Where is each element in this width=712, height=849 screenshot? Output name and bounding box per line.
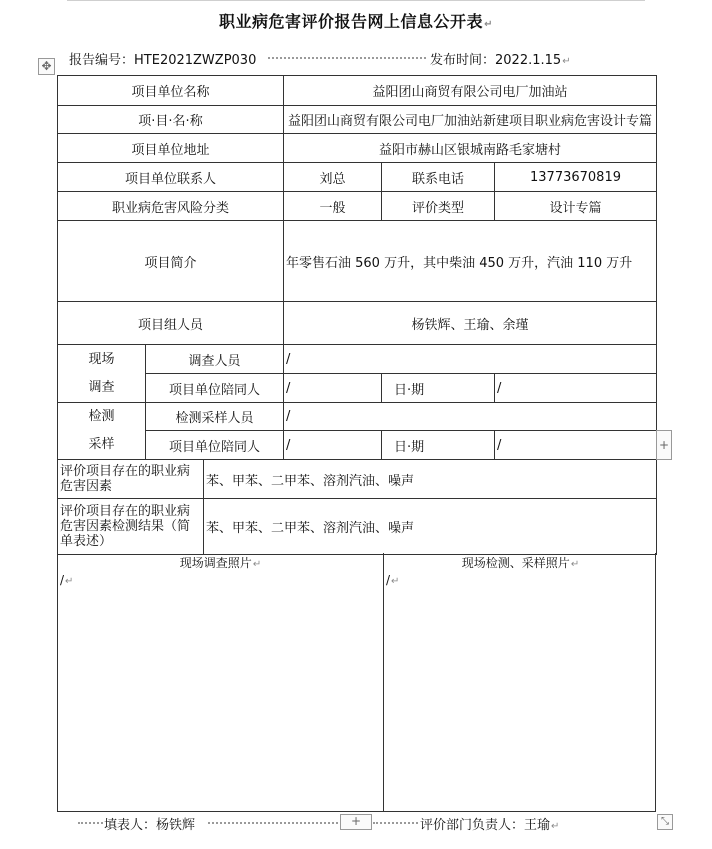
disclosure-table bbox=[57, 75, 657, 555]
site-photo-label: 现场调查照片↵ bbox=[179, 556, 262, 570]
eval-type-value: 设计专篇 bbox=[495, 192, 657, 221]
publish-date: 发布时间：2022.1.15↵ bbox=[430, 53, 571, 68]
dotted-leader bbox=[373, 822, 418, 824]
companion-label: 项目单位陪同人 bbox=[146, 374, 284, 403]
date-value: / bbox=[495, 374, 657, 403]
test-sampling-label: 检测 采样 bbox=[58, 403, 146, 460]
add-row-button[interactable]: + bbox=[340, 814, 372, 830]
photo-section bbox=[57, 553, 656, 812]
page-top-rule bbox=[67, 0, 645, 1]
table-move-handle-icon[interactable]: ✥ bbox=[38, 58, 55, 75]
table-row bbox=[58, 134, 657, 163]
report-number: 报告编号：HTE2021ZWZP030 bbox=[69, 53, 257, 68]
table-row bbox=[58, 431, 657, 460]
test-photo-label: 现场检测、采样照片↵ bbox=[461, 556, 580, 570]
dotted-leader bbox=[208, 822, 338, 824]
table-row bbox=[58, 221, 657, 302]
table-row bbox=[58, 374, 657, 403]
date-label: 日·期 bbox=[382, 374, 495, 403]
photo-divider bbox=[383, 553, 384, 811]
phone-label: 联系电话 bbox=[382, 163, 495, 192]
date-value: / bbox=[495, 431, 657, 460]
unit-address-label: 项目单位地址 bbox=[58, 134, 284, 163]
intro-value: 年零售石油 560 万升，其中柴油 450 万升，汽油 110 万升 bbox=[284, 221, 657, 302]
companion-label: 项目单位陪同人 bbox=[146, 431, 284, 460]
companion-value: / bbox=[284, 431, 382, 460]
filler: 填表人：杨铁辉 bbox=[104, 818, 196, 833]
test-photo-placeholder: /↵ bbox=[386, 573, 400, 587]
risk-value: 一般 bbox=[284, 192, 382, 221]
risk-label: 职业病危害风险分类 bbox=[58, 192, 284, 221]
date-label: 日·期 bbox=[382, 431, 495, 460]
project-name-label: 项·目·名·称 bbox=[58, 106, 284, 134]
companion-value: / bbox=[284, 374, 382, 403]
unit-name-value: 益阳团山商贸有限公司电厂加油站 bbox=[284, 76, 657, 106]
document-title: 职业病危害评价报告网上信息公开表↵ bbox=[219, 12, 493, 31]
table-row bbox=[58, 76, 657, 106]
table-row bbox=[58, 163, 657, 192]
intro-label: 项目简介 bbox=[58, 221, 284, 302]
survey-staff-label: 调查人员 bbox=[146, 345, 284, 374]
dotted-leader bbox=[78, 822, 103, 824]
phone-value: 13773670819 bbox=[495, 163, 657, 192]
site-survey-label: 现场 调查 bbox=[58, 345, 146, 403]
table-row bbox=[58, 345, 657, 374]
project-name-value: 益阳团山商贸有限公司电厂加油站新建项目职业病危害设计专篇 bbox=[284, 106, 657, 134]
contact-label: 项目单位联系人 bbox=[58, 163, 284, 192]
resize-handle-icon[interactable]: ⤡ bbox=[657, 814, 673, 830]
survey-staff-value: / bbox=[284, 345, 657, 374]
sampling-staff-value: / bbox=[284, 403, 657, 431]
table-row bbox=[58, 499, 657, 555]
dept-head: 评价部门负责人：王瑜↵ bbox=[420, 818, 560, 833]
table-row bbox=[58, 106, 657, 134]
table-row bbox=[58, 302, 657, 345]
table-row bbox=[58, 192, 657, 221]
add-column-button[interactable]: + bbox=[656, 430, 672, 460]
table-row bbox=[58, 403, 657, 431]
site-photo-placeholder: /↵ bbox=[60, 573, 74, 587]
results-label: 评价项目存在的职业病危害因素检测结果（简单表述） bbox=[58, 499, 204, 555]
eval-type-label: 评价类型 bbox=[382, 192, 495, 221]
team-label: 项目组人员 bbox=[58, 302, 284, 345]
hazards-value: 苯、甲苯、二甲苯、溶剂汽油、噪声 bbox=[204, 460, 657, 499]
team-value: 杨铁辉、王瑜、余瑾 bbox=[284, 302, 657, 345]
dotted-leader bbox=[268, 57, 426, 59]
unit-name-label: 项目单位名称 bbox=[58, 76, 284, 106]
table-row bbox=[58, 460, 657, 499]
unit-address-value: 益阳市赫山区银城南路毛家塘村 bbox=[284, 134, 657, 163]
results-value: 苯、甲苯、二甲苯、溶剂汽油、噪声 bbox=[204, 499, 657, 555]
hazards-label: 评价项目存在的职业病危害因素 bbox=[58, 460, 204, 499]
contact-value: 刘总 bbox=[284, 163, 382, 192]
sampling-staff-label: 检测采样人员 bbox=[146, 403, 284, 431]
